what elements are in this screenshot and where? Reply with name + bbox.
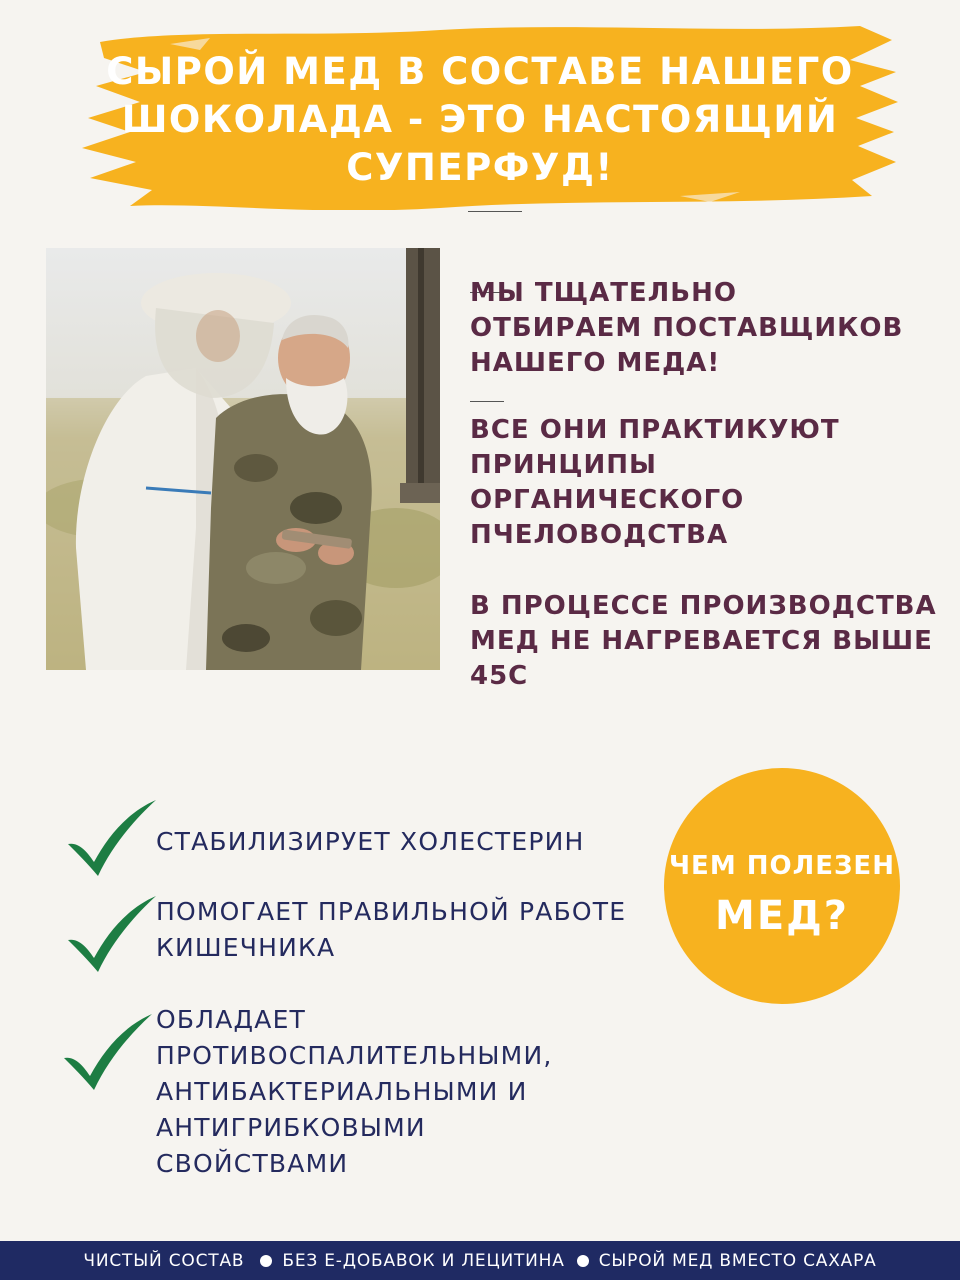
badge-heading: ЧЕМ ПОЛЕЗЕН — [669, 851, 895, 881]
benefit-digestion — [156, 894, 626, 966]
footer-item-clean: ЧИСТЫЙ СОСТАВ — [83, 1250, 245, 1271]
badge-subheading: МЕД? — [715, 893, 849, 939]
bullet-dot-icon — [577, 1255, 589, 1267]
checkmark-icon — [64, 894, 160, 974]
checkmark-icon — [60, 1012, 156, 1092]
info-suppliers: МЫ ТЩАТЕЛЬНО ОТБИРАЕМ ПОСТАВЩИКОВ НАШЕГО МЕДА! — [470, 278, 904, 378]
benefit-cholesterol: СТАБИЛИЗИРУЕТ ХОЛЕСТЕРИН — [156, 827, 585, 856]
banner-title — [60, 48, 900, 192]
bullet-dot-icon — [260, 1255, 272, 1267]
info-temperature: В ПРОЦЕССЕ ПРОИЗВОДСТВА МЕД НЕ НАГРЕВАЕТСЯ ВЫШЕ 45С — [470, 591, 937, 691]
checkmark-icon — [64, 798, 160, 878]
benefit-line: СВОЙСТВАМИ — [156, 1149, 349, 1178]
banner-title-line: ШОКОЛАДА - ЭТО НАСТОЯЩИЙ — [121, 98, 839, 141]
benefit-line: КИШЕЧНИКА — [156, 933, 336, 962]
benefit-properties — [156, 1002, 553, 1182]
honey-benefit-badge — [664, 768, 900, 1004]
banner-title-line: СУПЕРФУД! — [346, 146, 614, 189]
footer-bar — [0, 1241, 960, 1280]
title-banner — [60, 20, 900, 210]
info-organic: ВСЕ ОНИ ПРАКТИКУЮТ ПРИНЦИПЫ ОРГАНИЧЕСКОГО ПЧЕЛОВОДСТВА — [470, 415, 840, 550]
beekeepers-photo — [46, 248, 440, 670]
divider-line — [470, 401, 504, 402]
divider-line — [468, 211, 522, 212]
benefit-line: ПОМОГАЕТ ПРАВИЛЬНОЙ РАБОТЕ — [156, 897, 627, 926]
benefit-line: ОБЛАДАЕТ — [156, 1005, 307, 1034]
benefit-line: АНТИБАКТЕРИАЛЬНЫМИ И — [156, 1077, 528, 1106]
banner-title-line: СЫРОЙ МЕД В СОСТАВЕ НАШЕГО — [106, 50, 854, 93]
benefit-line: АНТИГРИБКОВЫМИ — [156, 1113, 426, 1142]
footer-item-no-additives: БЕЗ Е-ДОБАВОК И ЛЕЦИТИНА — [282, 1250, 565, 1271]
benefit-line: ПРОТИВОСПАЛИТЕЛЬНЫМИ, — [156, 1041, 553, 1070]
footer-item-raw-honey: СЫРОЙ МЕД ВМЕСТО САХАРА — [598, 1250, 877, 1271]
